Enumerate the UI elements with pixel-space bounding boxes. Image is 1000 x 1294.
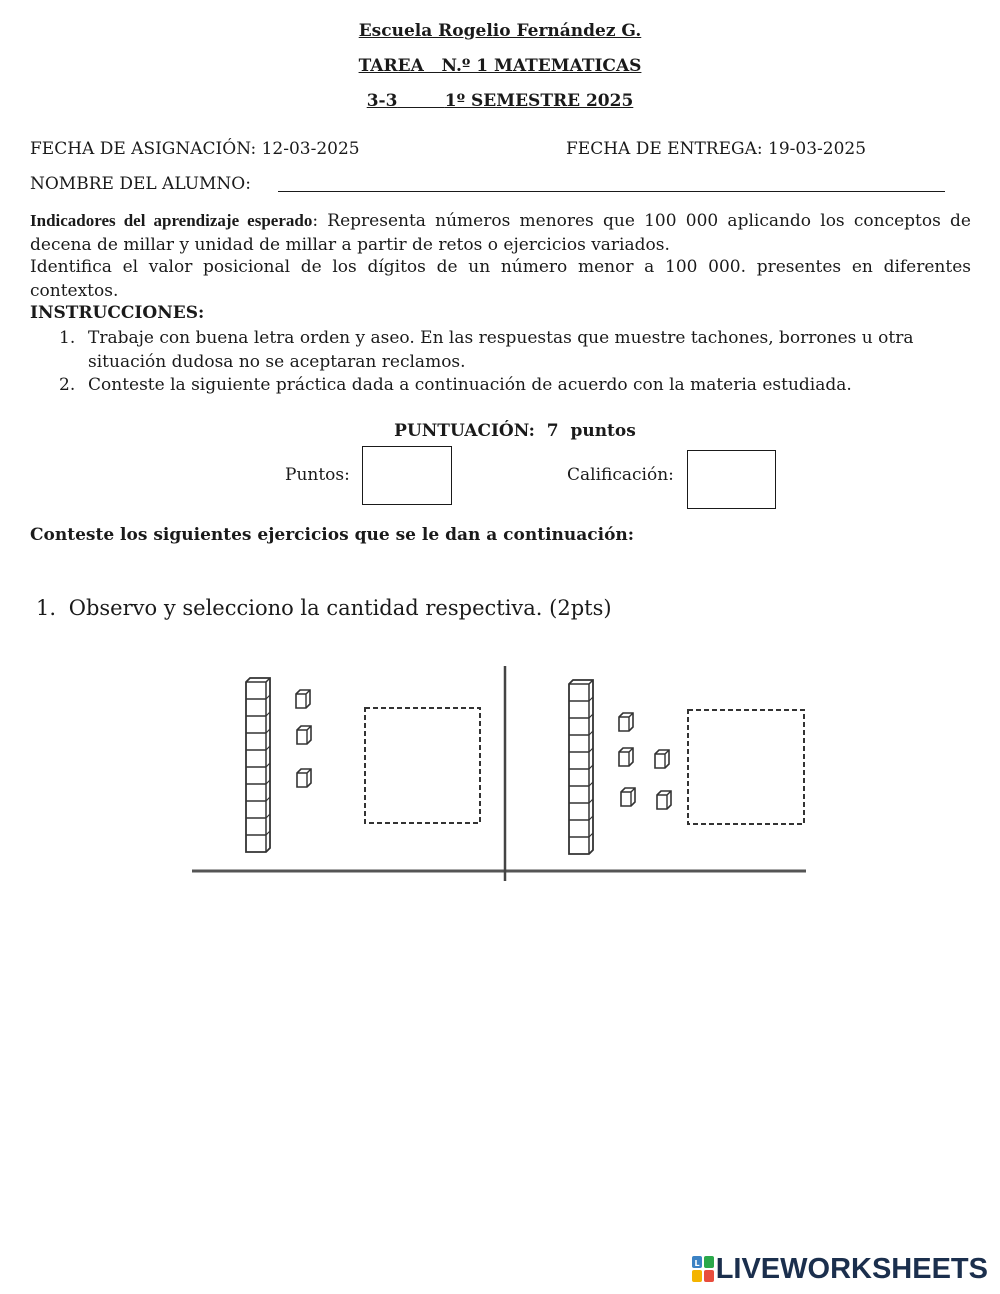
unit-cube bbox=[655, 750, 669, 768]
assigned-date-label: FECHA DE ASIGNACIÓN: bbox=[30, 139, 257, 159]
instructions-heading: INSTRUCCIONES: bbox=[30, 303, 205, 323]
exercises-intro: Conteste los siguientes ejercicios que se le dan a continuación: bbox=[30, 525, 635, 545]
answer-box-right[interactable] bbox=[688, 710, 804, 824]
group-code: 3-3 bbox=[366, 91, 398, 111]
logo-block bbox=[704, 1270, 714, 1282]
score-title: PUNTUACIÓN: 7 puntos bbox=[394, 421, 636, 441]
unit-cube bbox=[657, 791, 671, 809]
logo-block bbox=[692, 1270, 702, 1282]
logo-mini-text: L bbox=[694, 1259, 700, 1268]
indicators-text-1: : Representa números menores que 100 000 aplicando los conceptos de decena de millar y unidad de millar a partir de retos o ejercicios variados. bbox=[30, 211, 971, 255]
unit-cube bbox=[619, 713, 633, 731]
due-date-label: FECHA DE ENTREGA: bbox=[566, 139, 763, 159]
liveworksheets-icon bbox=[692, 1256, 714, 1282]
logo-block bbox=[704, 1256, 714, 1268]
school-name: Escuela Rogelio Fernández G. bbox=[358, 21, 642, 41]
task-title: TAREA N.º 1 MATEMATICAS bbox=[358, 56, 642, 76]
ten-rod bbox=[246, 678, 270, 852]
instruction-item: 2. Conteste la siguiente práctica dada a continuación de acuerdo con la materia estudiada. bbox=[59, 375, 852, 395]
points-label: Puntos: bbox=[285, 465, 350, 485]
liveworksheets-text: LIVEWORKSHEETS bbox=[715, 1252, 988, 1285]
answer-box-left[interactable] bbox=[365, 708, 480, 823]
unit-cube bbox=[297, 726, 311, 744]
grade-label: Calificación: bbox=[567, 465, 674, 485]
unit-cube bbox=[621, 788, 635, 806]
instruction-item: 1. Trabaje con buena letra orden y aseo. En las respuestas que muestre tachones, borrones u otra situación dudosa no se aceptaran reclamos. bbox=[59, 328, 914, 372]
unit-cube bbox=[619, 748, 633, 766]
semester: 1º SEMESTRE 2025 bbox=[444, 91, 634, 111]
question-number: 1. bbox=[36, 596, 57, 620]
student-name-label: NOMBRE DEL ALUMNO: bbox=[30, 174, 251, 194]
question-text: Observo y selecciono la cantidad respectiva. (2pts) bbox=[68, 596, 612, 620]
liveworksheets-logo bbox=[692, 1252, 988, 1286]
unit-cube bbox=[296, 690, 310, 708]
assigned-date-value: 12-03-2025 bbox=[261, 139, 360, 159]
unit-cube bbox=[297, 769, 311, 787]
ten-rod bbox=[569, 680, 593, 854]
indicators-text-2: Identifica el valor posicional de los dígitos de un número menor a 100 000. presentes en diferentes contextos. bbox=[30, 257, 971, 301]
indicators-label: Indicadores del aprendizaje esperado bbox=[30, 211, 313, 230]
due-date-value: 19-03-2025 bbox=[768, 139, 867, 159]
